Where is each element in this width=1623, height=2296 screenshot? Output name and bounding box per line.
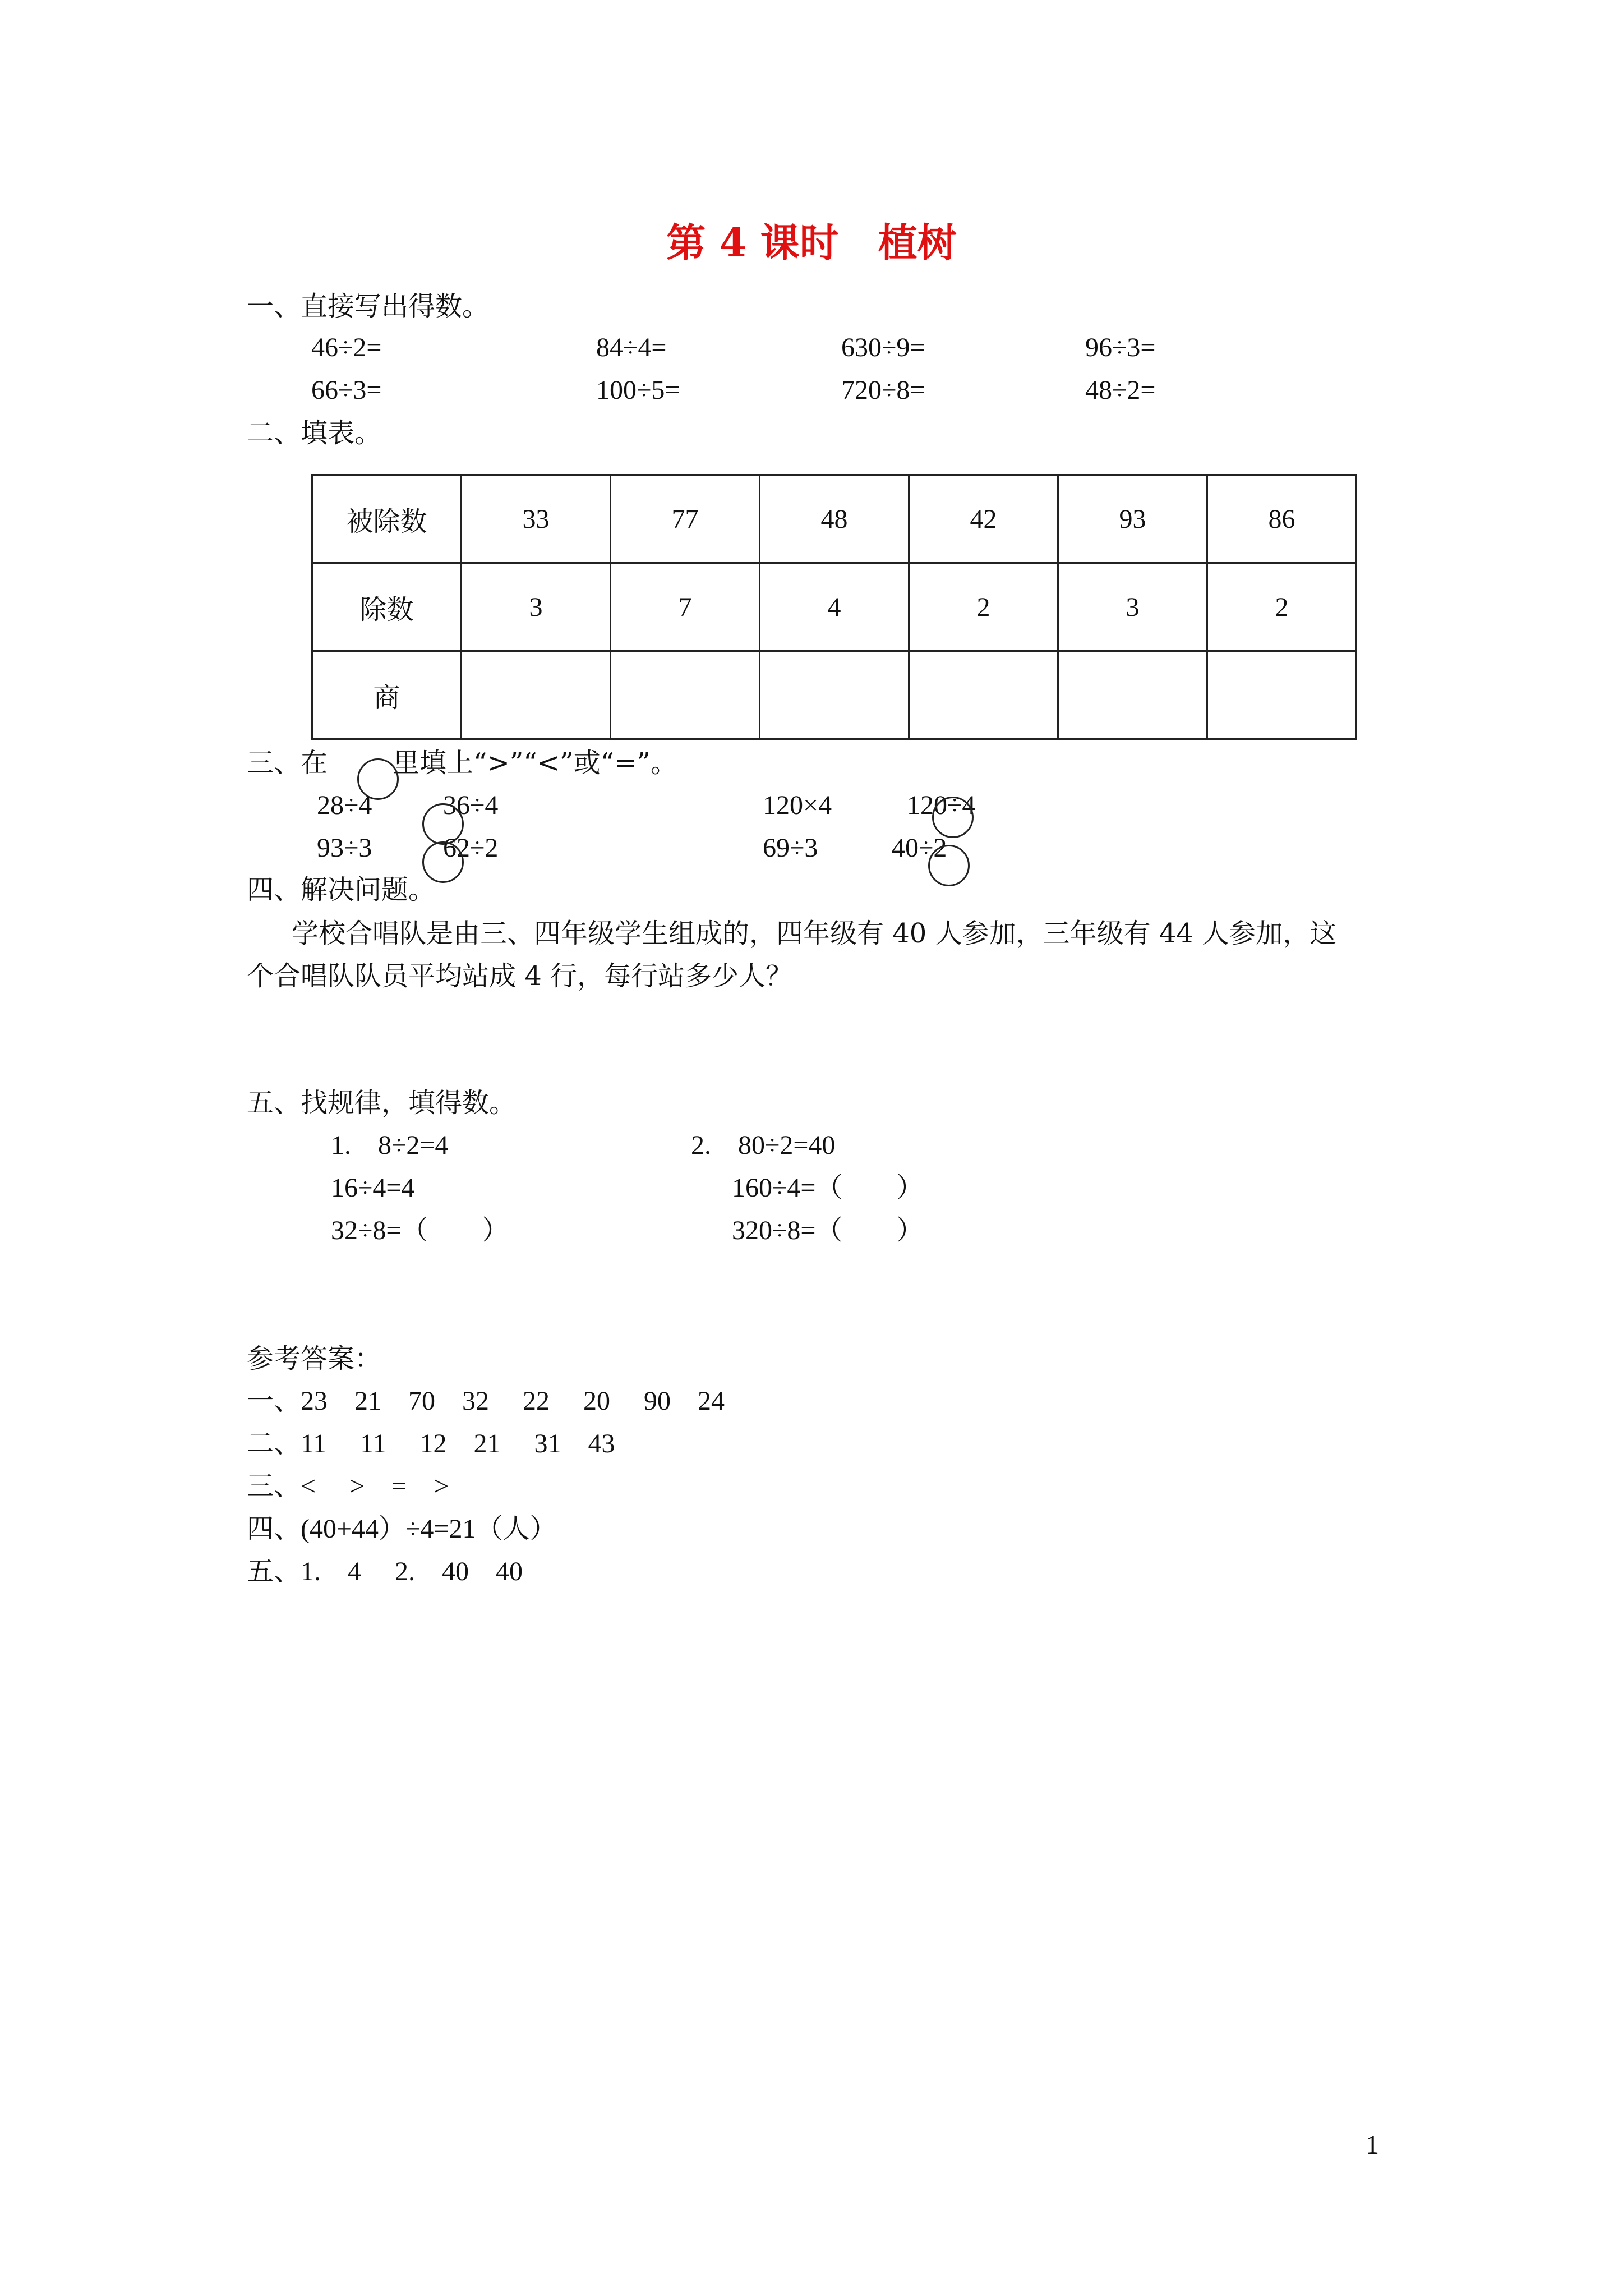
pattern-2-line-1: 2. 80÷2=40 <box>691 1130 836 1160</box>
pattern-1-line-3: 32÷8=（ ） <box>331 1216 509 1245</box>
table-row-label: 被除数 <box>312 475 462 563</box>
compare-left-2: 120×4 <box>763 790 832 820</box>
table-cell: 7 <box>611 563 760 651</box>
table-cell: 3 <box>1058 563 1207 651</box>
table-row <box>312 475 1357 563</box>
pattern-2-line-3: 320÷8=（ ） <box>732 1216 924 1245</box>
problem-1-2: 84÷4= <box>596 333 667 362</box>
table-cell: 4 <box>760 563 909 651</box>
page-number: 1 <box>1366 2130 1379 2160</box>
compare-right-3: 62÷2 <box>443 833 499 863</box>
table-cell: 42 <box>909 475 1058 563</box>
problem-1-1: 46÷2= <box>311 333 382 362</box>
answer-cell[interactable] <box>909 651 1058 739</box>
section-3-heading-a: 三、在 <box>247 747 328 779</box>
compare-circle-4[interactable] <box>928 845 970 886</box>
section-5-heading: 五、找规律，填得数。 <box>247 1087 517 1119</box>
section-2-heading: 二、填表。 <box>247 417 382 449</box>
table-cell: 86 <box>1207 475 1357 563</box>
word-problem-line-2: 个合唱队队员平均站成 4 行，每行站多少人？ <box>247 960 793 992</box>
answer-cell[interactable] <box>1207 651 1357 739</box>
problem-1-3: 630÷9= <box>841 333 925 362</box>
answer-line-5: 五、1. 4 2. 40 40 <box>247 1557 523 1586</box>
compare-left-3: 93÷3 <box>317 833 372 863</box>
table-row <box>312 563 1357 651</box>
compare-right-2: 120÷4 <box>907 790 976 820</box>
answers-heading: 参考答案： <box>247 1343 382 1374</box>
word-problem-line-1: 学校合唱队是由三、四年级学生组成的，四年级有 40 人参加，三年级有 44 人参加，这 <box>292 918 1337 949</box>
table-row-label: 商 <box>312 651 462 739</box>
pattern-2-line-2: 160÷4=（ ） <box>732 1173 924 1203</box>
compare-circle-2[interactable] <box>932 797 974 838</box>
answer-cell[interactable] <box>1058 651 1207 739</box>
answer-cell[interactable] <box>611 651 760 739</box>
table-cell: 77 <box>611 475 760 563</box>
answer-line-4: 四、(40+44）÷4=21（人） <box>247 1514 557 1544</box>
section-3-heading-b: 里填上“>”“<”或“=”。 <box>393 747 677 779</box>
pattern-1-line-2: 16÷4=4 <box>331 1173 415 1203</box>
problem-1-7: 720÷8= <box>841 375 925 405</box>
compare-right-1: 36÷4 <box>443 790 499 820</box>
page-title: 第 4 课时 植树 <box>666 219 957 266</box>
problem-1-6: 100÷5= <box>596 375 680 405</box>
table-cell: 2 <box>1207 563 1357 651</box>
section-1-heading: 一、直接写出得数。 <box>247 291 490 322</box>
table-cell: 33 <box>462 475 611 563</box>
table-cell: 3 <box>462 563 611 651</box>
answer-line-3: 三、< > = > <box>247 1471 449 1501</box>
answer-cell[interactable] <box>760 651 909 739</box>
problem-1-4: 96÷3= <box>1085 333 1156 362</box>
answer-cell[interactable] <box>462 651 611 739</box>
problem-1-5: 66÷3= <box>311 375 382 405</box>
table-cell: 2 <box>909 563 1058 651</box>
problem-1-8: 48÷2= <box>1085 375 1156 405</box>
table-row <box>312 651 1357 739</box>
table-cell: 93 <box>1058 475 1207 563</box>
compare-left-4: 69÷3 <box>763 833 818 863</box>
compare-right-4: 40÷2 <box>892 833 947 863</box>
answer-line-2: 二、11 11 12 21 31 43 <box>247 1429 615 1458</box>
table-row-label: 除数 <box>312 563 462 651</box>
table-cell: 48 <box>760 475 909 563</box>
pattern-1-line-1: 1. 8÷2=4 <box>331 1130 449 1160</box>
quotient-table <box>311 474 1357 740</box>
section-4-heading: 四、解决问题。 <box>247 874 436 905</box>
answer-line-1: 一、23 21 70 32 22 20 90 24 <box>247 1386 725 1416</box>
compare-left-1: 28÷4 <box>317 790 372 820</box>
